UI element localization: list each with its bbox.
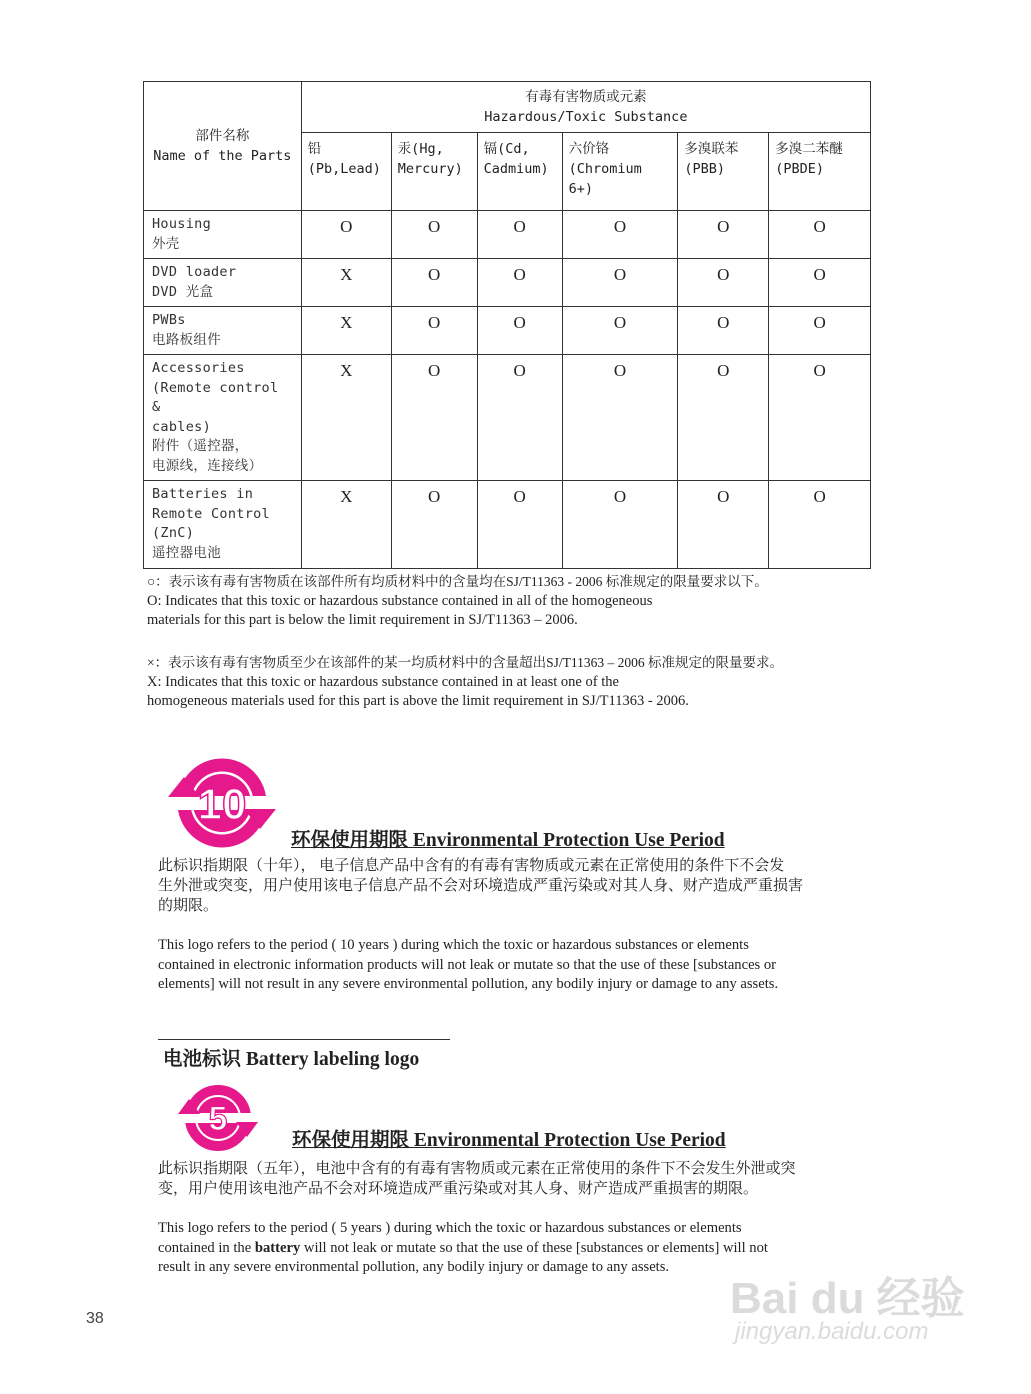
substance-column-header — [769, 133, 871, 211]
substance-mark-cell: O — [477, 259, 562, 307]
substance-mark-cell: O — [678, 355, 769, 481]
substance-mark-cell: O — [678, 481, 769, 569]
substance-name-cn: 多溴二苯醚 — [775, 141, 843, 157]
substance-name-cn: 铅 — [307, 141, 322, 157]
substance-mark-cell: O — [769, 307, 871, 355]
substance-mark-cell: O — [301, 211, 391, 259]
substance-mark-cell: X — [301, 481, 391, 569]
substance-mark-cell: X — [301, 355, 391, 481]
x-note-en-1: X: Indicates that this toxic or hazardous substance contained in at least one of the — [147, 673, 619, 690]
substance-name-cn: 镉(Cd, — [483, 141, 530, 157]
table-row — [144, 355, 871, 481]
substance-mark-cell: O — [769, 355, 871, 481]
substance-mark-cell: O — [391, 355, 477, 481]
substance-mark-cell: O — [477, 307, 562, 355]
part-name-cell: Housing 外壳 — [144, 211, 302, 259]
substance-mark-cell: O — [391, 259, 477, 307]
battery-en-1: This logo refers to the period ( 5 years ) during which the toxic or hazardous substances or elements — [158, 1220, 742, 1236]
substance-name-en: Cadmium) — [483, 161, 549, 177]
parts-header-en: Name of the Parts — [153, 148, 292, 164]
substance-mark-cell: O — [391, 481, 477, 569]
substance-mark-cell: O — [562, 211, 678, 259]
substance-mark-cell: O — [562, 481, 678, 569]
substance-column-header — [301, 133, 391, 211]
substance-mark-cell: O — [769, 481, 871, 569]
epup-10-en-2: contained in electronic information products will not leak or mutate so that the use of these [substances or — [158, 956, 777, 973]
substance-mark-cell: O — [562, 307, 678, 355]
epup-10-logo — [166, 753, 278, 853]
o-note-en-2: materials for this part is below the limit requirement in SJ/T11363 – 2006. — [147, 612, 578, 628]
substance-mark-cell: O — [678, 307, 769, 355]
battery-heading: 电池标识 Battery labeling logo — [163, 1049, 420, 1070]
hazardous-substance-table — [143, 81, 871, 569]
substance-mark-cell: O — [391, 211, 477, 259]
parts-header-cn: 部件名称 — [195, 128, 250, 144]
battery-epup-title: 环保使用期限 Environmental Protection Use Period — [292, 1130, 726, 1151]
substance-name-en: (PBB) — [684, 161, 726, 177]
substance-mark-cell: X — [301, 259, 391, 307]
substance-mark-cell: O — [769, 259, 871, 307]
battery-en-2 — [158, 1239, 878, 1259]
substance-name-en: Mercury) — [397, 161, 463, 177]
substance-group-header — [301, 82, 870, 133]
part-name-cell: Accessories (Remote control & cables) 附件（遥控器， 电源线，连接线） — [144, 355, 302, 481]
substance-name-cn: 六价铬 — [568, 141, 610, 157]
substance-name-en: (PBDE) — [775, 161, 824, 177]
substance-name-cn: 多溴联苯 — [684, 141, 739, 157]
substance-name-en: (Chromium 6+) — [568, 161, 642, 197]
epup-10-title: 环保使用期限 Environmental Protection Use Period — [291, 830, 725, 851]
baidu-watermark-url: jingyan.baidu.com — [735, 1318, 929, 1345]
group-header-en: Hazardous/Toxic Substance — [484, 109, 688, 125]
substance-column-header — [477, 133, 562, 211]
part-name-cell: PWBs 电路板组件 — [144, 307, 302, 355]
epup-10-cn-3: 的期限。 — [158, 898, 219, 914]
epup-10-en-text — [158, 936, 878, 995]
substance-mark-cell: O — [562, 259, 678, 307]
table-row — [144, 307, 871, 355]
o-note-en-1: O: Indicates that this toxic or hazardous substance contained in all of the homogeneous — [147, 592, 653, 609]
epup-10-cn-1: 此标识指期限（十年）， 电子信息产品中含有的有毒有害物质或元素在正常使用的条件下不会发 — [158, 858, 785, 874]
battery-en-2-bold: battery — [254, 1239, 301, 1256]
substance-mark-cell: O — [769, 211, 871, 259]
part-name-cell: Batteries in Remote Control (ZnC) 遥控器电池 — [144, 481, 302, 569]
table-row — [144, 211, 871, 259]
epup-10-cn-2: 生外泄或突变，用户使用该电子信息产品不会对环境造成严重污染或对其人身、财产造成严重损害 — [158, 878, 804, 894]
substance-mark-cell: O — [678, 211, 769, 259]
battery-en-2-post: will not leak or mutate so that the use of these [substances or elements] will not — [300, 1239, 768, 1256]
battery-cn-text — [158, 1159, 878, 1199]
battery-5-number: 5 — [208, 1100, 228, 1138]
table-row — [144, 481, 871, 569]
substance-mark-cell: O — [477, 211, 562, 259]
group-header-cn: 有毒有害物质或元素 — [525, 89, 647, 105]
o-note-cn: ○：表示该有毒有害物质在该部件所有均质材料中的含量均在SJ/T11363 - 2006 标准规定的限量要求以下。 — [147, 574, 768, 589]
substance-mark-cell: O — [477, 481, 562, 569]
epup-10-number: 10 — [197, 780, 247, 829]
battery-en-2-pre: contained in the — [158, 1239, 255, 1256]
baidu-watermark-brand: Bai du 经验 — [730, 1274, 965, 1323]
substance-mark-cell: X — [301, 307, 391, 355]
epup-10-en-3: elements] will not result in any severe environmental pollution, any bodily injury or damage to any assets. — [158, 976, 779, 992]
substance-column-header — [391, 133, 477, 211]
part-name-cell: DVD loader DVD 光盒 — [144, 259, 302, 307]
substance-mark-cell: O — [391, 307, 477, 355]
page-number: 38 — [86, 1310, 104, 1327]
o-note — [147, 572, 907, 631]
x-note-en-2: homogeneous materials used for this part is above the limit requirement in SJ/T11363 - 2006. — [147, 693, 689, 709]
battery-cn-1: 此标识指期限（五年），电池中含有的有毒有害物质或元素在正常使用的条件下不会发生外泄或突 — [158, 1161, 796, 1177]
substance-column-header — [678, 133, 769, 211]
substance-name-en: (Pb,Lead) — [307, 161, 381, 177]
battery-en-3: result in any severe environmental pollution, any bodily injury or damage to any assets. — [158, 1259, 670, 1275]
substance-mark-cell: O — [477, 355, 562, 481]
substance-mark-cell: O — [562, 355, 678, 481]
battery-cn-2: 变，用户使用该电池产品不会对环境造成严重污染或对其人身、财产造成严重损害的期限。 — [158, 1181, 759, 1197]
x-note — [147, 653, 927, 712]
substance-name-cn: 汞(Hg, — [397, 141, 444, 157]
epup-10-cn-text — [158, 856, 878, 916]
epup-10-en-1: This logo refers to the period ( 10 years ) during which the toxic or hazardous substances or elements — [158, 937, 749, 953]
substance-mark-cell: O — [678, 259, 769, 307]
substance-column-header — [562, 133, 678, 211]
parts-column-header — [144, 82, 302, 211]
table-row — [144, 259, 871, 307]
x-note-cn: ×：表示该有毒有害物质至少在该部件的某一均质材料中的含量超出SJ/T11363 – 2006 标准规定的限量要求。 — [147, 655, 783, 670]
section-divider — [158, 1039, 450, 1040]
battery-5-logo — [176, 1082, 260, 1154]
